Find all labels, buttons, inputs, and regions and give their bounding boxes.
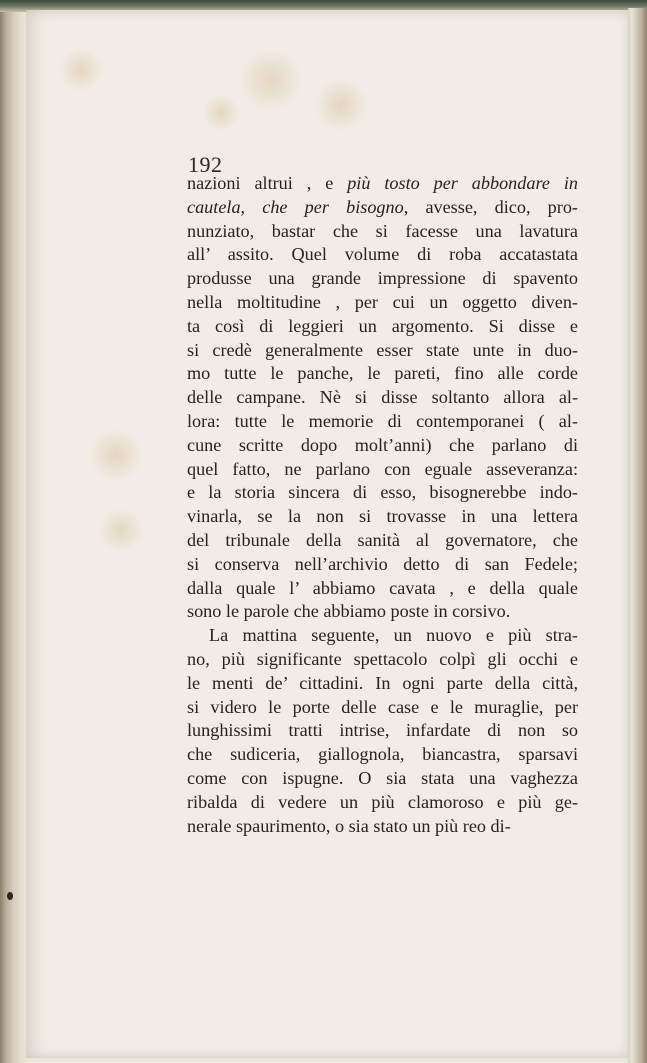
text-line: La mattina seguente, un nuovo e più stra-	[209, 625, 578, 646]
text-line: cune scritte dopo molt’anni) che parlano di	[187, 434, 578, 455]
text-line: del tribunale della sanità al governatore, che	[187, 529, 578, 550]
foxing-stain	[56, 50, 106, 90]
text-segment: nazioni altrui , e	[187, 173, 348, 193]
page-fore-edge	[628, 8, 647, 1063]
text-line: mo tutte le panche, le pareti, fino alle corde	[187, 363, 578, 384]
text-line: lora: tutte le memorie di contemporanei ( al-	[187, 410, 578, 431]
page-text	[187, 172, 578, 838]
foxing-stain	[311, 80, 371, 130]
text-line: le menti de’ cittadini. In ogni parte della città,	[187, 672, 578, 693]
text-line: ribalda di vedere un più clamoroso e più ge-	[187, 791, 578, 812]
binding-dot	[7, 892, 13, 900]
foxing-stain	[236, 50, 306, 110]
page-number: 192	[188, 152, 223, 177]
foxing-stain	[86, 430, 146, 480]
text-line: delle campane. Nè si disse soltanto allora al-	[187, 387, 578, 408]
italic-segment: cautela, che per bisogno	[187, 196, 404, 217]
text-line: quel fatto, ne parlano con eguale asseveranza:	[187, 458, 578, 479]
text-line: sono le parole che abbiamo poste in corsivo.	[187, 601, 511, 622]
text-line: si videro le porte delle case e le muraglie, per	[187, 696, 578, 717]
text-line: nunziato, bastar che si facesse una lavatura	[187, 220, 578, 241]
text-line: si conserva nell’archivio detto di san Fedele;	[187, 553, 578, 574]
text-line: produsse una grande impressione di spavento	[187, 268, 578, 289]
foxing-stain	[201, 95, 241, 131]
text-line: nerale spaurimento, o sia stato un più reo di-	[187, 815, 511, 836]
text-line: e la storia sincera di esso, bisognerebbe indo-	[187, 482, 578, 503]
text-line: lunghissimi tratti intrise, infardate di non so	[187, 720, 578, 741]
text-line: vinarla, se la non si trovasse in una lettera	[187, 506, 578, 527]
text-line: nella moltitudine , per cui un oggetto diven-	[187, 291, 578, 312]
text-line: che sudiceria, giallognola, biancastra, sparsavi	[187, 744, 578, 765]
foxing-stain	[96, 510, 146, 550]
text-line: all’ assito. Quel volume di roba accatastata	[187, 244, 578, 265]
text-line	[187, 172, 578, 196]
text-segment: , avesse, dico, pro-	[403, 196, 578, 217]
text-line: come con ispugne. O sia stata una vaghezza	[187, 767, 578, 788]
text-line	[187, 196, 578, 220]
italic-segment: più tosto per abbondare in	[347, 173, 578, 193]
text-line: no, più significante spettacolo colpì gli occhi e	[187, 648, 578, 669]
text-line: ta così di leggieri un argomento. Si disse e	[187, 315, 578, 336]
text-line: dalla quale l’ abbiamo cavata , e della quale	[187, 577, 578, 598]
text-line: si credè generalmente esser state unte in duo-	[187, 339, 578, 360]
